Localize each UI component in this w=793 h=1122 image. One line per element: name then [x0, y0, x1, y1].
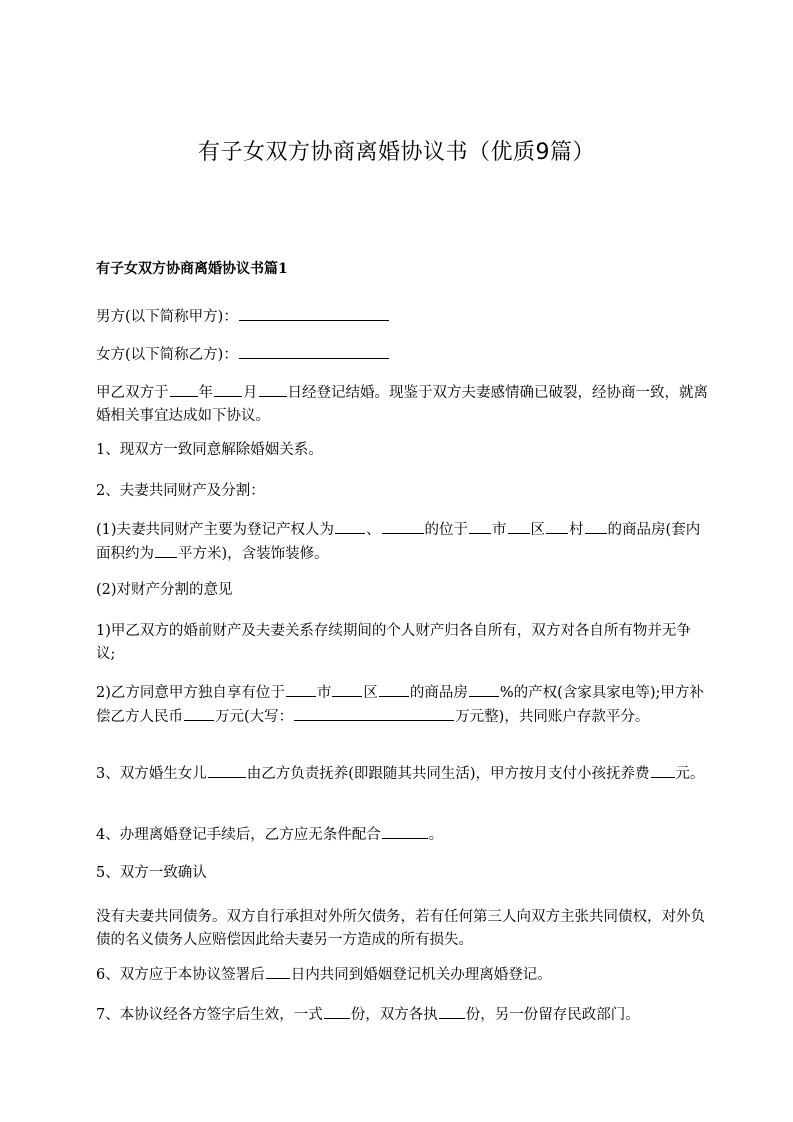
blank-each-copies [439, 1003, 465, 1019]
female-party-blank [239, 343, 389, 359]
item-2-1-text-5: 区 [530, 522, 546, 538]
item-2-1 [96, 518, 708, 566]
blank-house-unit [379, 681, 409, 697]
blank-copies [324, 1003, 350, 1019]
item-2-2-2-text-1: 2)乙方同意甲方独自享有位于 [96, 685, 285, 701]
item-2-2-2-text-5: %的产权(含家具家电等);甲方补偿乙方人民币 [96, 685, 704, 725]
blank-unit [585, 518, 607, 534]
item-2-2-2-text-7: 万元整)，共同账户存款平分。 [455, 709, 650, 725]
item-7 [96, 1003, 708, 1027]
item-6 [96, 963, 708, 987]
item-4 [96, 823, 708, 847]
blank-days [266, 963, 290, 979]
item-3-text-2: 由乙方负责抚养(即跟随其共同生活)，甲方按月支付小孩抚养费 [246, 766, 650, 782]
female-party-label: 女方(以下简称乙方)： [96, 347, 238, 363]
item-2-2-2-text-3: 区 [363, 685, 378, 701]
item-2-2-1: 1)甲乙双方的婚前财产及夫妻关系存续期间的个人财产归各自所有，双方对各自所有物并无争议; [96, 623, 691, 662]
item-5: 5、双方一致确认 [96, 865, 207, 881]
male-party-blank [239, 305, 389, 321]
blank-house-city [286, 681, 316, 697]
intro-paragraph [96, 381, 708, 428]
item-2-1-text-2: 、 [366, 522, 381, 538]
intro-text-2: 年 [198, 385, 213, 401]
blank-village [546, 518, 568, 534]
male-party-label: 男方(以下简称甲方)： [96, 309, 238, 325]
blank-compensation [184, 705, 214, 721]
blank-house-district [332, 681, 362, 697]
item-2-1-text-4: 市 [492, 522, 507, 538]
item-4-text-2: 。 [428, 827, 444, 843]
item-7-text-3: 份，另一份留存民政部门。 [465, 1007, 640, 1023]
male-party-line [96, 305, 708, 329]
item-2-2-2-text-4: 的商品房 [409, 685, 468, 701]
blank-city [469, 518, 491, 534]
blank-compensation-uppercase [294, 705, 454, 721]
item-2-1-text-6: 村 [569, 522, 584, 538]
item-4-text-1: 4、办理离婚登记手续后，乙方应无条件配合 [96, 827, 381, 843]
blank-month [214, 381, 242, 397]
blank-owner-1 [335, 518, 365, 534]
document-title: 有子女双方协商离婚协议书（优质9篇） [198, 140, 595, 165]
blank-district [508, 518, 530, 534]
blank-child-support [651, 762, 675, 778]
blank-percent [469, 681, 499, 697]
item-3 [96, 762, 708, 786]
intro-text-3: 月 [243, 385, 258, 401]
female-party-line [96, 343, 708, 367]
item-2-2-2-text-2: 市 [316, 685, 332, 701]
item-7-text-1: 7、本协议经各方签字后生效，一式 [96, 1007, 323, 1023]
section-heading: 有子女双方协商离婚协议书篇1 [96, 261, 288, 277]
item-3-text-3: 元。 [675, 766, 705, 782]
blank-daughter [208, 762, 246, 778]
intro-text-1: 甲乙双方于 [96, 385, 169, 401]
blank-area [155, 542, 177, 558]
blank-cooperation [382, 823, 428, 839]
item-2-1-text-1: (1)夫妻共同财产主要为登记产权人为 [96, 522, 335, 538]
item-2-1-text-3: 的位于 [424, 522, 469, 538]
item-7-text-2: 份，双方各执 [350, 1007, 438, 1023]
item-2-2-2-text-6: 万元(大写： [215, 709, 294, 725]
item-6-text-1: 6、双方应于本协议签署后 [96, 967, 265, 983]
intro-text-4: 日经登记结婚。现鉴于双方夫妻感情确已破裂，经协商一致，就离婚相关事宜达成如下协议。 [96, 385, 708, 424]
item-1: 1、现双方一致同意解除婚姻关系。 [96, 442, 323, 458]
item-5-text: 没有夫妻共同债务。双方自行承担对外所欠债务，若有任何第三人向双方主张共同债权，对外负债的名义债务人应赔偿因此给夫妻另一方造成的所有损失。 [96, 909, 705, 948]
item-2-1-text-7: 的商品房(套内面积约为 [96, 522, 701, 562]
item-2-2-2 [96, 681, 708, 729]
blank-day [259, 381, 287, 397]
item-2-2: (2)对财产分割的意见 [96, 582, 233, 598]
item-3-text-1: 3、双方婚生女儿 [96, 766, 207, 782]
blank-owner-2 [382, 518, 424, 534]
item-2-1-text-8: 平方米)，含装饰装修。 [178, 546, 329, 562]
item-6-text-2: 日内共同到婚姻登记机关办理离婚登记。 [290, 967, 552, 983]
item-2: 2、夫妻共同财产及分割： [96, 483, 265, 499]
blank-year [170, 381, 198, 397]
